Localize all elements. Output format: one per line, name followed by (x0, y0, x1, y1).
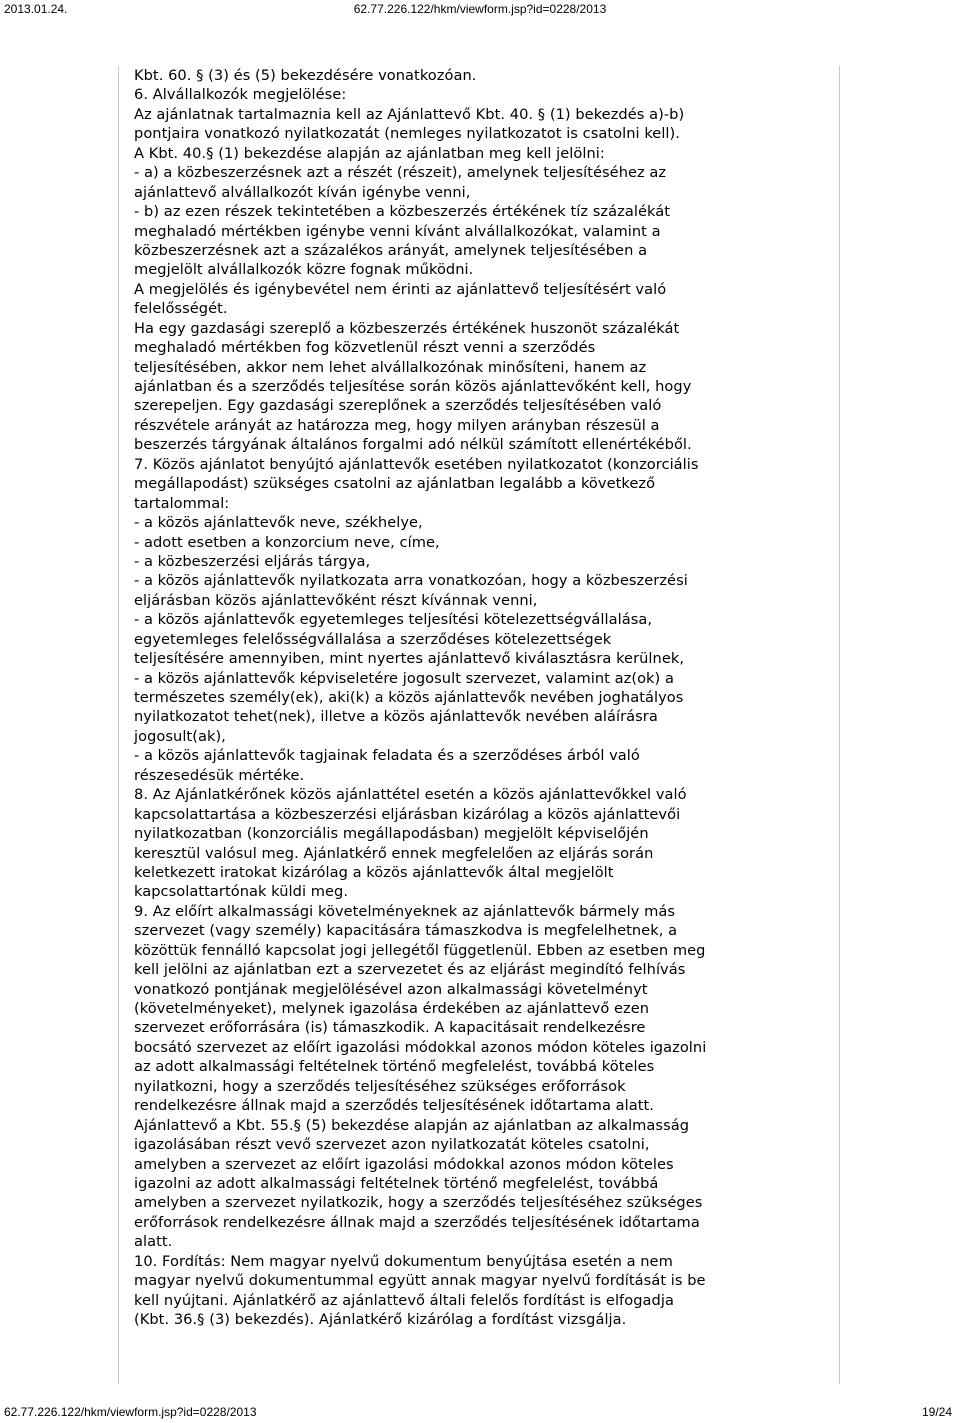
text-line: szerepeljen. Egy gazdasági szereplőnek a szerződés teljesítésében való (134, 397, 662, 415)
text-line: természetes személy(ek), aki(k) a közös ajánlattevők nevében joghatályos (134, 689, 684, 706)
print-header-url: 62.77.226.122/hkm/viewform.jsp?id=0228/2013 (353, 2, 607, 16)
text-line: közöttük fennálló kapcsolat jogi jellegétől függetlenül. Ebben az esetben meg (134, 941, 706, 959)
text-line: szervezet (vagy személy) kapacitására támaszkodva is megfelelhetnek, a (134, 922, 678, 940)
text-line: Ajánlattevő a Kbt. 55.§ (5) bekezdése alapján az ajánlatban az alkalmasság (134, 1116, 690, 1134)
text-line: az adott alkalmassági feltételnek történő megfelelést, továbbá köteles (134, 1058, 655, 1076)
text-line: felelősségét. (134, 300, 228, 318)
text-line: keresztül valósul meg. Ajánlatkérő ennek megfelelően az eljárás során (134, 844, 654, 862)
text-line: magyar nyelvű dokumentummal együtt annak magyar nyelvű fordítását is be (134, 1272, 706, 1290)
text-line: igazolásában részt vevő szervezet azon nyilatkozatát köteles csatolni, (134, 1136, 650, 1154)
text-line: keletkezett iratokat kizárólag a közös ajánlattevők által megjelölt (134, 863, 614, 881)
text-line: pontjaira vonatkozó nyilatkozatát (nemleges nyilatkozatot is csatolni kell). (134, 125, 680, 143)
text-line: vonatkozó pontjának megjelölésével azon alkalmassági követelményt (134, 980, 648, 998)
print-footer-url: 62.77.226.122/hkm/viewform.jsp?id=0228/2013 (4, 1405, 257, 1419)
text-line: megállapodást) szükséges csatolni az ajánlatban legalább a következő (134, 475, 656, 493)
text-line: amelyben a szervezet nyilatkozik, hogy a szerződés teljesítéséhez szükséges (134, 1194, 703, 1212)
text-line: Ha egy gazdasági szereplő a közbeszerzés értékének huszonöt százalékát (134, 319, 680, 337)
text-line: (követelményeket), melynek igazolása érdekében az ajánlattevő ezen (134, 1000, 650, 1017)
text-line: Kbt. 60. § (3) és (5) bekezdésére vonatkozóan. (134, 67, 477, 84)
text-line: tartalommal: (134, 494, 230, 512)
text-line: - a közös ajánlattevők képviseletére jogosult szervezet, valamint az(ok) a (134, 669, 674, 687)
text-line: igazolni az adott alkalmassági feltételnek történő megfelelést, továbbá (134, 1174, 659, 1192)
text-line: egyetemleges felelősségvállalása a szerződéses kötelezettségek (134, 630, 612, 648)
text-line: nyilatkozni, hogy a szerződés teljesítéséhez szükséges erőforrások (134, 1077, 626, 1095)
text-line: A megjelölés és igénybevétel nem érinti az ajánlattevő teljesítésért való (134, 280, 667, 298)
print-header (0, 0, 960, 22)
text-line: nyilatkozatban (konzorciális megállapodásban) megjelölt képviselőjén (134, 825, 649, 843)
text-line: - a közös ajánlattevők nyilatkozata arra vonatkozóan, hogy a közbeszerzési (134, 572, 688, 590)
text-line: szervezet erőforrására (is) támaszkodik. A kapacitásait rendelkezésre (134, 1019, 646, 1037)
print-footer (0, 1401, 960, 1423)
text-line: bocsátó szervezet az előírt igazolási módokkal azonos módon köteles igazolni (134, 1038, 707, 1056)
text-line: (Kbt. 36.§ (3) bekezdés). Ajánlatkérő kizárólag a fordítást vizsgálja. (134, 1311, 627, 1328)
text-line: amelyben a szervezet az előírt igazolási módokkal azonos módon köteles (134, 1155, 674, 1173)
text-line: teljesítésében, akkor nem lehet alvállalkozónak minősíteni, hanem az (134, 358, 647, 376)
text-line: - a közbeszerzési eljárás tárgya, (134, 552, 371, 570)
text-line: meghaladó mértékben fog közvetlenül részt venni a szerződés (134, 339, 596, 357)
text-line: - b) az ezen részek tekintetében a közbeszerzés értékének tíz százalékát (134, 203, 670, 221)
text-line: - adott esetben a konzorcium neve, címe, (134, 533, 440, 551)
text-line: közbeszerzésnek azt a százalékos arányát, amelynek teljesítésében a (134, 241, 648, 259)
text-line: jogosult(ak), (134, 727, 226, 745)
text-line: - a) a közbeszerzésnek azt a részét (részeit), amelynek teljesítéséhez az (134, 164, 667, 182)
text-line: ajánlattevő alvállalkozót kíván igénybe venni, (134, 183, 471, 201)
text-line: részvétele arányát az határozza meg, hogy milyen arányban részesül a (134, 416, 660, 434)
text-line: Az ajánlatnak tartalmaznia kell az Ajánlattevő Kbt. 40. § (1) bekezdés a)-b) (134, 105, 685, 123)
text-line: - a közös ajánlattevők egyetemleges teljesítési kötelezettségvállalása, (134, 611, 653, 629)
text-line: A Kbt. 40.§ (1) bekezdése alapján az ajánlatban meg kell jelölni: (134, 144, 605, 162)
text-line: alatt. (134, 1233, 173, 1251)
text-line: 8. Az Ajánlatkérőnek közös ajánlattétel esetén a közös ajánlattevőkkel való (134, 786, 687, 804)
text-line: nyilatkozatot tehet(nek), illetve a közös ajánlattevők nevében aláírásra (134, 708, 658, 726)
text-line: eljárásban közös ajánlattevőként részt kívánnak venni, (134, 591, 538, 609)
text-line: ajánlatban és a szerződés teljesítése során közös ajánlattevőként kell, hogy (134, 378, 692, 395)
text-line: kell jelölni az ajánlatban ezt a szervezetet és az eljárást megindító felhívás (134, 961, 686, 979)
text-line: kapcsolattartónak küldi meg. (134, 883, 349, 901)
text-line: erőforrások rendelkezésre állnak majd a szerződés teljesítésének időtartama (134, 1213, 700, 1231)
text-line: - a közös ajánlattevők neve, székhelye, (134, 514, 423, 532)
text-line: megjelölt alvállalkozók közre fognak működni. (134, 261, 474, 279)
text-line: meghaladó mértékben igénybe venni kívánt alvállalkozókat, valamint a (134, 222, 661, 240)
text-line: kapcsolattartása a közbeszerzési eljárásban kizárólag a közös ajánlattevői (134, 805, 681, 823)
text-line: teljesítésére amennyiben, mint nyertes ajánlattevő kiválasztásra kerülnek, (134, 650, 685, 668)
text-line: kell nyújtani. Ajánlatkérő az ajánlattevő általi felelős fordítást is elfogadja (134, 1291, 674, 1309)
text-line: 9. Az előírt alkalmassági követelményeknek az ajánlattevők bármely más (134, 902, 675, 920)
text-line: 6. Alvállalkozók megjelölése: (134, 86, 347, 104)
text-line: 7. Közös ajánlatot benyújtó ajánlattevők esetében nyilatkozatot (konzorciális (134, 455, 699, 473)
document-body (134, 66, 834, 1329)
text-line: beszerzés tárgyának általános forgalmi adó nélkül számított ellenértékéből. (134, 436, 692, 454)
text-line: rendelkezésre állnak majd a szerződés teljesítésének időtartama alatt. (134, 1097, 654, 1115)
print-date: 2013.01.24. (4, 2, 68, 16)
text-line: 10. Fordítás: Nem magyar nyelvű dokumentum benyújtása esetén a nem (134, 1252, 673, 1270)
text-line: - a közös ajánlattevők tagjainak feladata és a szerződéses árból való (134, 747, 640, 765)
page-number: 19/24 (921, 1405, 952, 1419)
text-line: részesedésük mértéke. (134, 766, 305, 784)
